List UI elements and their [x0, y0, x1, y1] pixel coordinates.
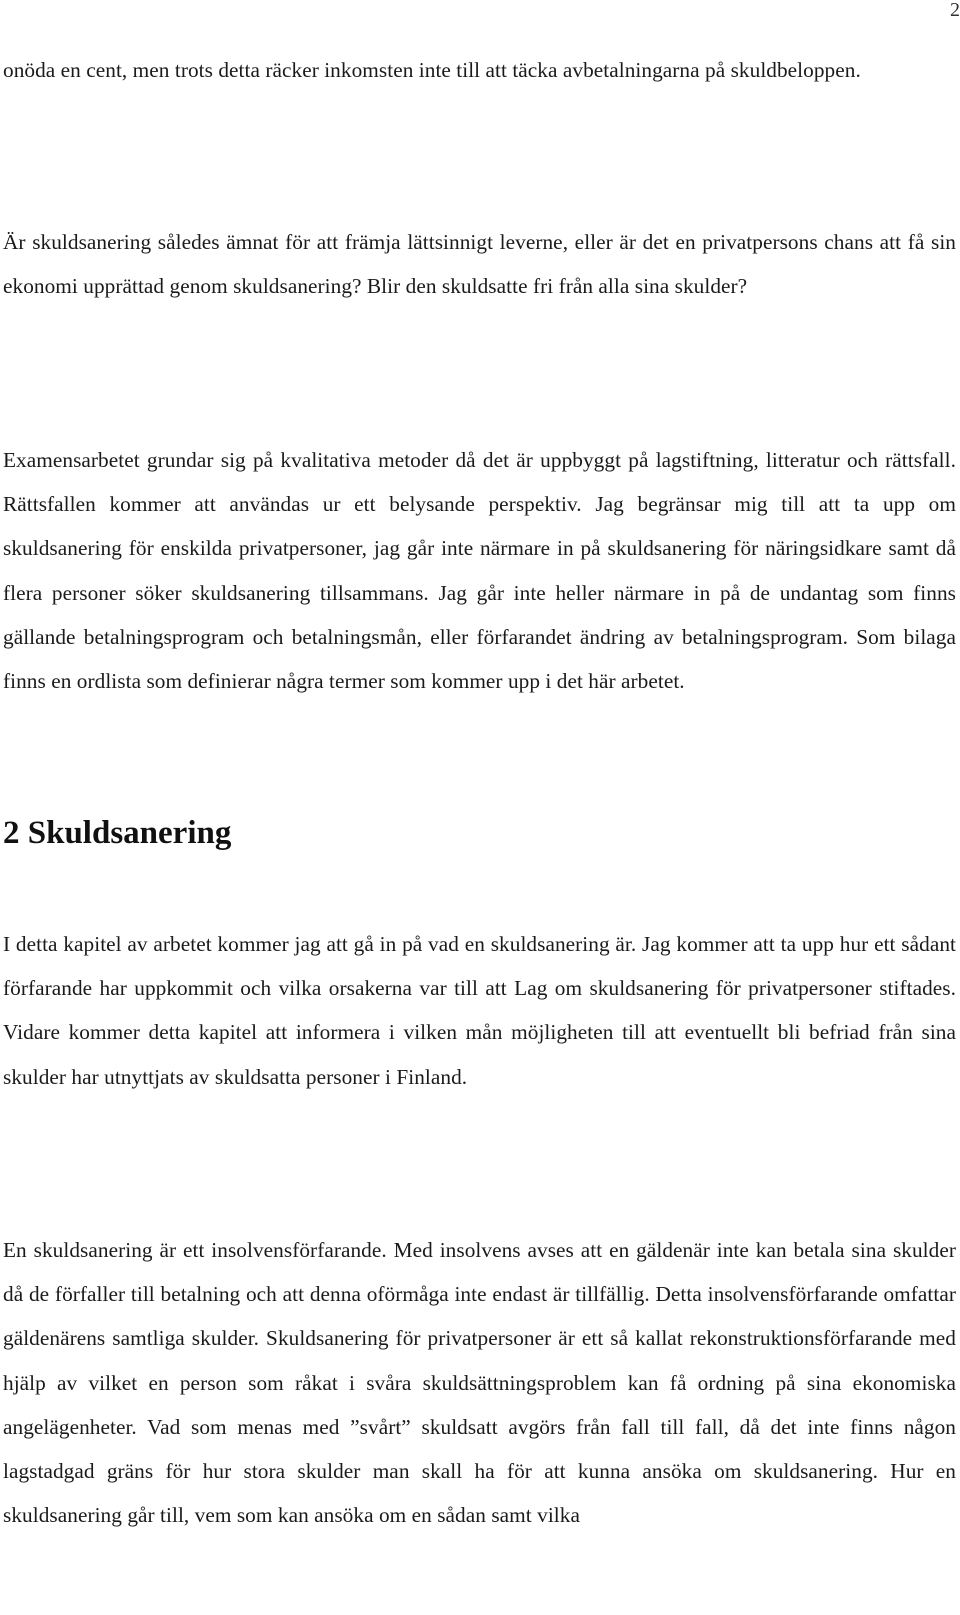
- page-number: 2: [950, 0, 960, 21]
- paragraph-insolvency-definition: En skuldsanering är ett insolvensförfarande. Med insolvens avses att en gäldenär inte kan betala sina skulder då de förfaller till betalning och att denna oförmåga inte endast är tillfällig. Detta insolvensförfarande omfattar gäldenärens samtliga skulder. Skuldsanering för privatpersoner är ett så kallat rekonstruktionsförfarande med hjälp av vilket en person som råkat i svåra skuldsättningsproblem kan få ordning på sina ekonomiska angelägenheter. Vad som menas med ”svårt” skuldsatt avgörs från fall till fall, då det inte finns någon lagstadgad gräns för hur stora skulder man skall ha för att kunna ansöka om skuldsanering. Hur en skuldsanering går till, vem som kan ansöka om en sådan samt vilka: [3, 1238, 956, 1528]
- section-heading: 2 Skuldsanering: [3, 815, 232, 851]
- paragraph-questions: Är skuldsanering således ämnat för att främja lättsinnigt leverne, eller är det en privatpersons chans att få sin ekonomi upprättad genom skuldsanering? Blir den skuldsatte fri från alla sina skulder?: [3, 230, 956, 299]
- paragraph-continuation: onöda en cent, men trots detta räcker inkomsten inte till att täcka avbetalningarna på skuldbeloppen.: [3, 58, 861, 82]
- paragraph-method-scope: Examensarbetet grundar sig på kvalitativa metoder då det är uppbyggt på lagstiftning, litteratur och rättsfall. Rättsfallen kommer att användas ur ett belysande perspektiv. Jag begränsar mig till att ta upp om skuldsanering för enskilda privatpersoner, jag går inte närmare in på skuldsanering för näringsidkare samt då flera personer söker skuldsanering tillsammans. Jag går inte heller närmare in på de undantag som finns gällande betalningsprogram och betalningsmån, eller förfarandet ändring av betalningsprogram. Som bilaga finns en ordlista som definierar några termer som kommer upp i det här arbetet.: [3, 448, 956, 694]
- paragraph-chapter-intro: I detta kapitel av arbetet kommer jag att gå in på vad en skuldsanering är. Jag kommer att ta upp hur ett sådant förfarande har uppkommit och vilka orsakerna var till att Lag om skuldsanering för privatpersoner stiftades. Vidare kommer detta kapitel att informera i vilken mån möjligheten till att eventuellt bli befriad från sina skulder har utnyttjats av skuldsatta personer i Finland.: [3, 932, 956, 1089]
